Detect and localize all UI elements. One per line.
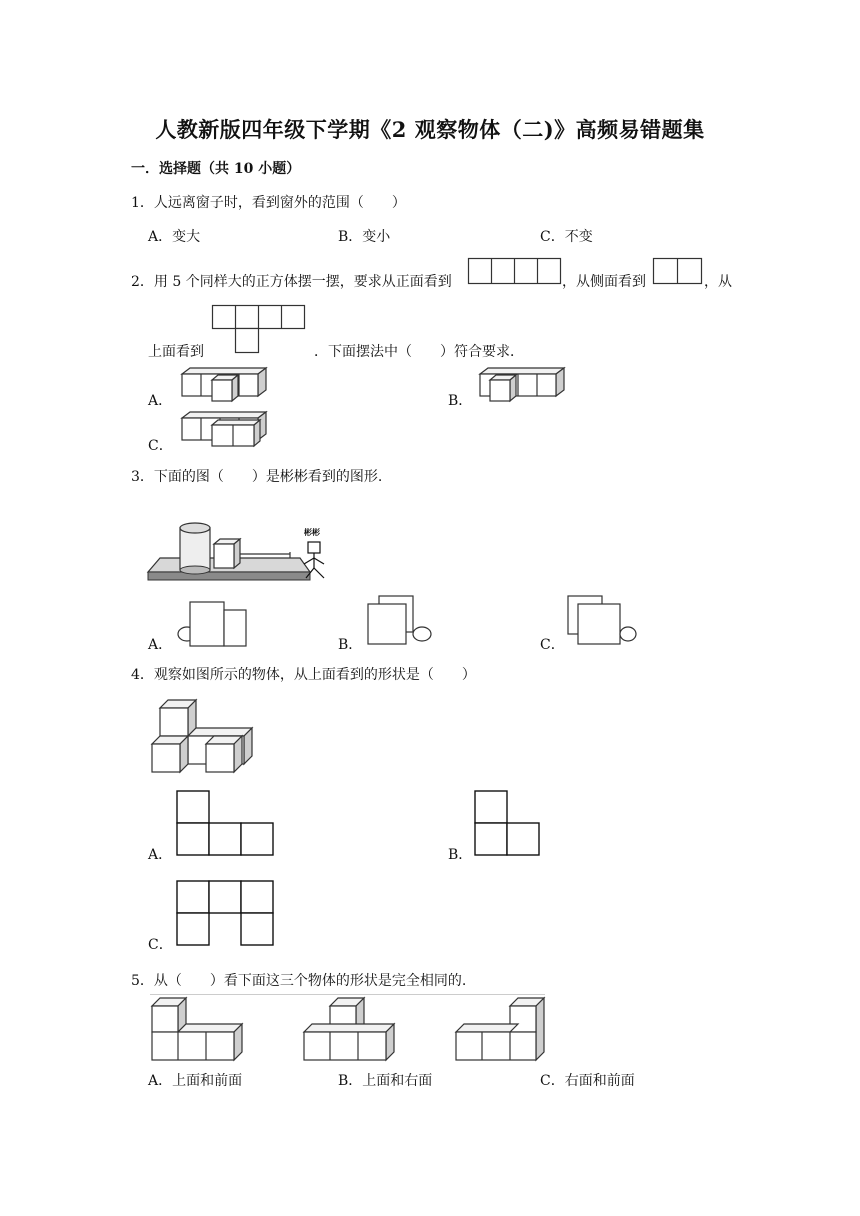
question-2-option-b-cubes [474, 366, 570, 404]
question-3-option-a-figure [176, 600, 248, 648]
question-2-text-part2: ，从侧面看到 [562, 274, 646, 290]
question-4-option-b-figure [474, 790, 540, 856]
question-3-text: 3．下面的图（ ）是彬彬看到的图形. [131, 469, 383, 485]
question-2-text-part4: 上面看到 [148, 344, 204, 360]
question-1-option-a: A．变大 [148, 229, 201, 245]
page-title: 人教新版四年级下学期《2 观察物体（二)》高频易错题集 [155, 117, 705, 142]
question-5-text: 5．从（ ）看下面这三个物体的形状是完全相同的. [131, 973, 467, 989]
question-5-object-3 [454, 996, 550, 1062]
question-3-option-b: B． [338, 637, 363, 653]
question-4-option-b: B． [448, 847, 473, 863]
question-4-option-c-figure [176, 880, 274, 946]
question-2-option-b: B． [448, 393, 473, 409]
question-2-option-c: C． [148, 438, 173, 454]
question-2-text-part1: 2．用 5 个同样大的正方体摆一摆，要求从正面看到 [131, 274, 452, 290]
question-4-object [150, 698, 256, 774]
question-3-option-c-figure [566, 594, 638, 648]
question-4-option-c: C． [148, 937, 173, 953]
question-5-option-a: A．上面和前面 [148, 1073, 243, 1089]
section-heading: 一．选择题（共 10 小题） [131, 161, 301, 177]
question-4-option-a-figure [176, 790, 274, 856]
side-view-figure [653, 258, 703, 285]
top-view-figure [212, 305, 306, 355]
question-5-object-1 [150, 996, 246, 1062]
question-3-option-b-figure [366, 594, 438, 648]
question-2-option-c-cubes [176, 410, 272, 450]
question-2-option-a: A． [148, 393, 173, 409]
question-1-option-b: B．变小 [338, 229, 391, 245]
question-1-option-c: C．不变 [540, 229, 593, 245]
question-4-text: 4．观察如图所示的物体，从上面看到的形状是（ ） [131, 667, 476, 683]
question-3-option-a: A． [148, 637, 173, 653]
question-4-option-a: A． [148, 847, 173, 863]
question-2-text-part3: ，从 [704, 274, 732, 290]
question-1-text: 1．人远离窗子时，看到窗外的范围（ ） [131, 195, 406, 211]
question-3-option-c: C． [540, 637, 565, 653]
question-5-object-2 [302, 996, 398, 1062]
bin-bin-label: 彬彬 [304, 527, 320, 537]
question-5-option-c: C．右面和前面 [540, 1073, 635, 1089]
question-5-option-b: B．上面和右面 [338, 1073, 433, 1089]
question-2-option-a-cubes [176, 366, 272, 404]
divider [150, 994, 545, 995]
front-view-figure [468, 258, 562, 285]
question-2-text-part5: ．下面摆法中（ ）符合要求． [314, 344, 524, 360]
